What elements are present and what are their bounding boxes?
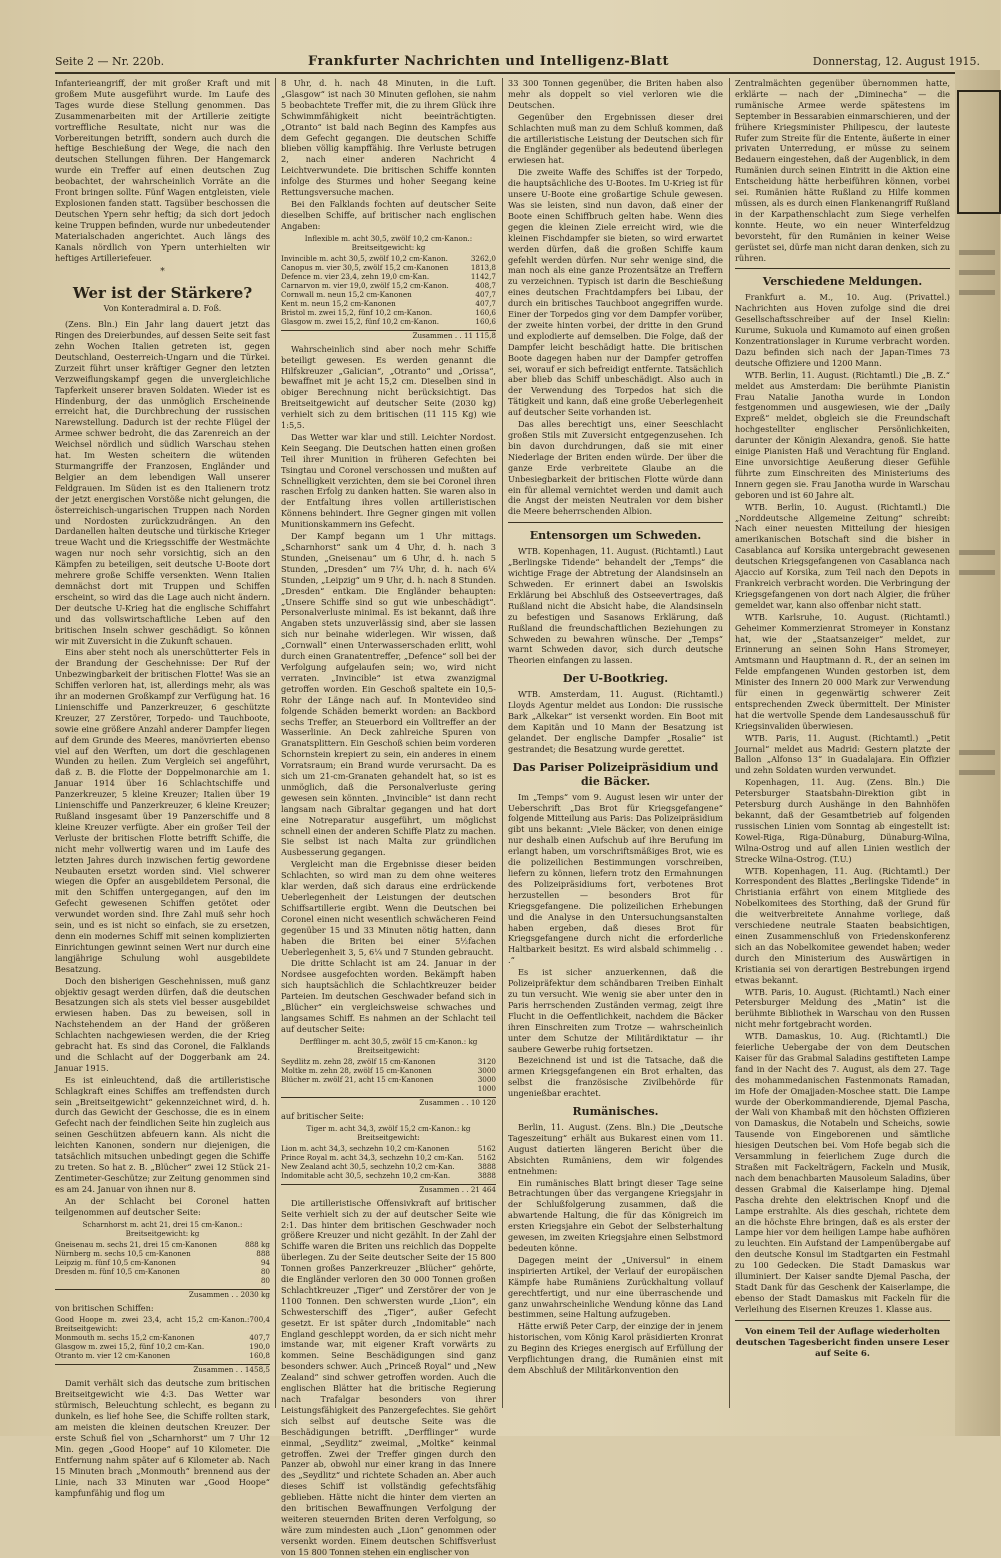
paragraph: Im „Temps“ vom 9. August lesen wir unter der Ueberschrift „Das Brot für Kriegsgefangene“ folgende Mitteilung aus Paris: Das Polizeipräsidium gibt uns bekannt: „Viele Bäcker, von denen einige nur deshalb einen Aufschub auf ihre Berufung im erlangt haben, um vorschriftsmäßiges Brot, wie es die polizeilichen Bestimmungen vorschreiben, liefern zu können, liefern trotz den Ermahnungen des Polizeipräsidiums fort, verbotenes Brot herzustellen — besonders Brot für Kriegsgefangene. Die polizeilichen Erhebungen und die Analyse in den Untersuchungsanstalten haben ergeben, daß dieses Brot für Kriegsgefangene durch nicht die erforderliche Haltbarkeit besitzt. Es wird alsbald schimmelig . . .“ <box>508 791 723 966</box>
ship-cell: Blücher m. zwölf 21, acht 15 cm-Kanonen <box>281 1074 434 1084</box>
section-divider <box>735 268 950 269</box>
column-3 <box>508 78 723 1408</box>
ship-cell: Prince Royal m. acht 34,3, sechzehn 10,2 cm-Kan. <box>281 1152 464 1162</box>
table-row <box>55 1258 270 1267</box>
paragraph: (Zens. Bln.) Ein Jahr lang dauert jetzt das Ringen des Dreierbundes, auf dessen Seite seit fast zehn Wochen Italien getreten ist, gegen Deutschland, Oesterreich-Ungarn und die Türkei. Zurzeit führt unser kräftiger Gegner den letzten Verzweiflungskampf gegen die unvergleichliche Tapferkeit unserer braven Soldaten. Wieder ist es Hindenburg, der das unmöglich Erscheinende erreicht hat, die Durchbrechung der russischen Narewstellung. Dadurch ist der rechte Flügel der Armee schwer bedroht, die das Zarenreich an der Weichsel nördlich und südlich Warschau stehen hat. Im Westen scheitern die wütenden Sturmangriffe der Franzosen, Engländer und Belgier an dem lebendigen Wall unserer Feldgrauen. Im Süden ist es den Italienern trotz der jetzt energischen Vorstöße nicht gelungen, die österreichisch-ungarischen Truppen nach Norden und Nordosten zurückzudrängen. An den Dardanellen halten deutsche und türkische Krieger treue Wacht und die Kriegsschiffe der Westmächte wagen nur noch sehr vorsichtig, sich an den Kämpfen zu beteiligen, seit deutsche U-Boote dort mehrere große Schiffe versenkten. Wenn Italien demnächst dort mit Truppen und Schiffen erscheint, so wird das die Lage auch nicht ändern. Der deutsche U-Krieg hat die englische Schiffahrt und das vollswirtschaftliche Leben auf den britischen Inseln schwer geschädigt. So können wir mit Zuversicht in die Zukunft schauen. <box>55 319 270 646</box>
adjacent-page-text-line <box>959 550 995 555</box>
weight-cell: 3120 <box>477 1056 496 1066</box>
weight-cell: 160,8 <box>249 1351 270 1361</box>
table-row <box>281 272 496 281</box>
paragraph: Doch den bisherigen Geschehnissen, muß ganz objektiv gesagt werden dürfen, daß die deutschen Besatzungen sich als stets viel besser ausgebildet erwiesen haben. Das zu beweisen, soll in Nachstehendem an der Hand der größeren Schlachten nachgewiesen werden, die der Krieg gebracht hat. Es sind das Coronel, die Falklands und die Schlacht auf der Doggerbank am 24. Januar 1915. <box>55 975 270 1073</box>
section-divider <box>508 522 723 523</box>
paragraph: Vergleicht man die Ergebnisse dieser beiden Schlachten, so wird man zu dem ohne weiteres klar werden, daß sich daraus eine erdrückende Ueberlegenheit der Leistungen der deutschen Schiffsartillerie ergibt. Wenn die Deutschen bei Coronel einen nicht wesentlich schwächeren Feind gegenüber 15 und 33 Minuten nötig hatten, dann haben die Briten bei einer 5½fachen Ueberlegenheit 3, 5, 6¼ und 7 Stunden gebraucht. <box>281 859 496 957</box>
ship-cell: Indomitable acht 30,5, sechzehn 10,2 cm-Kan. <box>281 1170 451 1180</box>
paragraph: Der Kampf begann um 1 Uhr mittags. „Scharnhorst“ sank um 4 Uhr, d. h. nach 3 Stunden, „Gneisenau“ um 6 Uhr, d. h. nach 5 Stunden, „Dresden“ um 7¼ Uhr, d. h. nach 6¼ Stunden, „Leipzig“ um 9 Uhr, d. h. nach 8 Stunden. „Dresden“ entkam. Die Engländer behaupten: „Unsere Schiffe sind so gut wie unbeschädigt“. Personalverluste minimal. Es ist bekannt, daß ihre Angaben stets unzuverlässig sind, aber sie lassen sich nur beinahe widerlegen. Wir wissen, daß „Cornwall“ einen Unterwasserschaden erlitt, wohl durch einen Granatentreffer, „Defence“ soll bei der Verfolgung aufgelaufen sein; wo, wird nicht verraten. „Invincible“ ist etwa zwanzigmal getroffen worden. Ein Geschoß spaltete ein 10,5-Rohr der Länge nach auf. In Montevideo sind folgende Schäden bemerkt worden: an Backbord sechs Treffer, an Steuerbord ein Volltreffer an der Wasserlinie. An Deck zahlreiche Spuren von Granatsplittern. Ein Geschoß schien beim vorderen Schornstein krepiert zu sein, ein anderes in einem Vorratsraum; ein Brand wurde verursacht. Da es sich um 21-cm-Granaten gehandelt hat, so ist es unmöglich, daß die Personalverluste gering gewesen sein könnten. „Invincible“ ist dann recht langsam nach Gibraltar gegangen und hat dort eine Notreparatur ausgeführt, um möglichst schnell einen der anderen Schiffe Platz zu machen. Sie selbst ist nach Malta zur gründlichen Ausbesserung gegangen. <box>281 531 496 858</box>
ship-cell: Nürnberg m. sechs 10,5 cm-Kanonen <box>55 1248 191 1258</box>
weight-cell: 3888 <box>477 1170 496 1180</box>
weight-cell: 3000 <box>477 1074 496 1084</box>
ship-cell: Bristol m. zwei 15,2, fünf 10,2 cm-Kanon. <box>281 307 433 317</box>
weight-cell: 160,6 <box>475 307 496 317</box>
paragraph: Hätte erwiß Peter Carp, der einzige der in jenem historischen, vom König Karol präsidierten Kronrat zu Beginn des Krieges energisch auf Erfüllung der Verpflichtungen drang, die Rumänien einst mit dem Abschluß der Militärkonvention den <box>508 1321 723 1375</box>
table-total: Zusammen . . 11 115,8 <box>281 330 496 340</box>
table-total: Zusammen . . 21 464 <box>281 1184 496 1194</box>
paragraph: Die zweite Waffe des Schiffes ist der Torpedo, die hauptsächliche des U-Bootes. Im U-Krieg ist für unsere U-Boote eine großartige Schule gewesen. Was sie leisten, sind nun davon, daß einer der Boote einen Schiffbruch gelten habe. Wenn dies gegen die kleinen Ziele erreicht wird, wie die kleinen Fischdampfer sie bieten, so wird erwartet werden dürfen, daß die großen Schiffe kaum gefehlt werden dürfen. Nur sehr wenige sind, die man noch als eine ganze Prozentsätze an Treffern zu verzeichnen. Typisch ist darin die Beschießung eines deutschen Frachtdampfers bei Libau, der durch ein britisches Tauchboot angegriffen wurde. Einer der Torpedos ging vor dem Dampfer vorüber, der zweite hinten vorbei, der dritte in den Grund und explodierte auf demselben. Die Folge, daß der Dampfer leicht beschädigt hatte. Die britischen Boote dagegen haben nur der Dampfer getroffen sei, worauf er sich befreidigt entfernte. Tatsächlich aber blieb das Schiff unbeschädigt. Also auch in der Verwendung des Torpedos hat sich die Tätigkeit und kann, daß eine große Ueberlegenheit auf deutscher Seite vorhanden ist. <box>508 167 723 418</box>
ship-cell <box>55 1276 241 1285</box>
byline: Von Konteradmiral a. D. Foß. <box>103 304 222 314</box>
ship-cell: Gneisenau m. sechs 21, drei 15 cm-Kanonen <box>55 1239 218 1249</box>
table-row <box>281 308 496 317</box>
paragraph: Die artilleristische Offensivkraft auf britischer Seite verhielt sich zu der auf deutscher Seite wie 2:1. Das hinter dem britischen Geschwader noch größere Kreuzer und nicht gezählt. In der Zahl der Schiffe waren die Briten uns reichlich das Doppelte überlegen. Zu der Seite deutscher Seite der 15 800 Tonnen großes Panzerkreuzer „Blücher“ gehörte, die Engländer verloren den 30 000 Tonnen großen Schlachtkreuzer „Tiger“ und Zerstörer der von je 1100 Tonnen. Den schwersten wurde „Lion“, ein Schwesterschiff des „Tiger“, außer Gefecht gesetzt. Er ist später durch „Indomitable“ nach England geschleppt worden, da er sich nicht mehr imstande war, mit eigener Kraft vorwärts zu kommen. Seine Beschädigungen sind ganz besonders schwer. Auch „Princeß Royal“ und „New Zealand“ sind schwer getroffen worden. Auch die englischen Blätter hat die britische Regierung nach Trafalgar besonders von ihrer Leistungsfähigkeit des Panzergefechtes. Sie gehört sich selbst auf deutsche Seite was die Beschädigungen betrifft. „Derfflinger“ wurde einmal, „Seydlitz“ zweimal, „Moltke“ keinmal getroffen. Zwei der Treffer gingen durch den Panzer ab, obwohl nur einer krang in das Innere des „Seydlitz“ und richtete Schaden an. Aber auch dieses Schiff ist vollständig gefechtsfähig geblieben. Hätte nicht die hinter dem vierten an den britischen Bewaffnungen Verfolgung der weiteren steuernden Briten deren Verfolgung, so wäre zum mindesten auch „Lion“ genommen oder versenkt worden. Einem deutschen Schiffsverlust von 15 800 Tonnen stehen ein englischer von <box>281 1197 496 1557</box>
news-item: WTB. Paris, 10. August. (Richtamtl.) Nach einer Petersburger Meldung des „Matin“ ist die berühmte Bibliothek in Warschau von den Russen nicht mehr fortgebracht worden. <box>735 986 950 1030</box>
table-row <box>55 1276 270 1285</box>
ship-cell: Cornwall m. neun 15,2 cm-Kanonen <box>281 289 412 299</box>
ship-cell: Seydlitz m. zehn 28, zwölf 15 cm-Kanonen <box>281 1056 436 1066</box>
news-item: WTB. Karlsruhe, 10. August. (Richtamtl.) Geheimer Kommerzienrat Stromeyer in Konstanz hat, wie der „Staatsanzeiger“ meldet, zur Erinnerung an seinen Sohn Hans Stromeyer, Amtsmann und Hauptmann d. R., der an seinen im Felde empfangenen Wunden gestorben ist, dem Minister des Innern 20 000 Mark zur Verwendung für einen in gegenwärtig schwerer Zeit entsprechenden Zweck übermittelt. Der Minister hat die wertvolle Spende dem Landesausschuß für Kriegsinvaliden überwiesen. <box>735 611 950 731</box>
ship-cell <box>281 1084 473 1093</box>
weight-cell: 407,7 <box>249 1333 270 1343</box>
paragraph: Zentralmächten gegenüber übernommen hatte, erklärte — nach der „Diminecha“ — die rumänische Armee werde spätestens im September in Bessarabien einmarschieren, und der frühere Kriegsminister Philipescu, der lauteste Rufer zum Streite für die Entente, äußerte in einer privaten Unterredung, er müsse zu seinem Bedauern eingestehen, daß der Augenblick, in dem Rumänien durch seinen Eintritt in die Aktion eine Entscheidung hätte herbeiführen können, vorbei sei. Rumänien hätte Rußland zu Hilfe kommen müssen, als es durch einen Flankenangriff Rußland in der Karpathenschlacht zum Siege verhelfen konnte. Heute, wo ein neuer Winterfeldzug bevorsteht, für den Rumänien in keiner Weise gerüstet sei, dürfe man nicht daran denken, sich zu rühren. <box>735 78 950 263</box>
table-row <box>55 1315 270 1333</box>
ship-cell: Defence m. vier 23,4, zehn 19,0 cm-Kan. <box>281 271 430 281</box>
ship-cell: Leipzig m. fünf 10,5 cm-Kanonen <box>55 1257 176 1267</box>
header-page-number: Seite 2 — Nr. 220b. <box>55 54 165 68</box>
weight-cell: 94 <box>260 1257 270 1267</box>
paragraph: An der Schlacht bei Coronel hatten teilgenommen auf deutscher Seite: <box>55 1195 270 1217</box>
ship-table <box>281 1057 496 1093</box>
weight-cell: 190,0 <box>249 1342 270 1352</box>
ship-cell: Invincible m. acht 30,5, zwölf 10,2 cm-Kanon. <box>281 253 448 263</box>
paragraph: Wahrscheinlich sind aber noch mehr Schiffe beteiligt gewesen. Es werden genannt die Hilfskreuzer „Galician“, „Otranto“ und „Orissa“, bewaffnet mit je acht 15,2 cm. Dieselben sind in obiger Berechnung nicht berücksichtigt. Das Breitseitgewicht auf deutscher Seite (2030 kg) verhielt sich zu dem britischen (11 115 Kg) wie 1:5,5. <box>281 343 496 431</box>
table-row <box>281 1066 496 1075</box>
table-row <box>281 1162 496 1171</box>
reader-note: Von einem Teil der Auflage wiederholten deutschen Tagesbericht finden unsere Leser auf Seite 6. <box>735 1326 950 1359</box>
news-item: WTB. Paris, 11. August. (Richtamtl.) „Petit Journal“ meldet aus Madrid: Gestern platzte der Ballon „Alfonso 13“ in Guadalajara. Ein Offizier und zehn Soldaten wurden verwundet. <box>735 732 950 776</box>
ship-cell: New Zealand acht 30,5, sechzehn 10,2 cm-Kan. <box>281 1161 455 1171</box>
article-continuation: Infanterieangriff, der mit großer Kraft und mit großem Mute ausgeführt wurde. Im Laufe des Tages wurde diese Stellung genommen. Das Zusammenarbeiten mit der Artillerie zeitigte vortreffliche Resultate, nicht nur was die Vorbereitungen betrifft, sondern auch durch die heftige Beschießung der Wege, die nach den deutschen Stellungen führen. Der Hangemarck wurde ein Treffer auf einen deutschen Zug beobachtet, der wahrscheinlich Vorräte an die Front bringen sollte. Fünf Wagen entgleisten, viele Explosionen fanden statt. Tagsüber beschossen die Deutschen Ypern sehr heftig; da sich dort jedoch keine Truppen befinden, wurde nur unbedeutender Materialschaden angerichtet. Auch längs des Kanals nördlich von Ypern unterhielten wir heftiges Artilleriefeuer. <box>55 78 270 263</box>
table-row <box>281 317 496 326</box>
paragraph: Es ist sicher anzuerkennen, daß die Polizeipräfektur dem schändbaren Treiben Einhalt zu tun versucht. Wie wenig sie aber unter den in Paris herrschenden Zuständen vermag, zeigt ihre Flucht in die Oeffentlichkeit, nachdem die Bäcker ihren Einschreiten zum Trotze — wahrscheinlich unter dem Schutze der Militärdiktatur — ihr saubere Gewerbe ruhig fortsetzen. <box>508 967 723 1054</box>
ship-cell: Moltke m. zehn 28, zwölf 15 cm-Kanonen <box>281 1065 432 1075</box>
ship-table <box>281 1144 496 1180</box>
table-row <box>55 1240 270 1249</box>
table-total: Zusammen . . 10 120 <box>281 1097 496 1107</box>
table-row <box>55 1267 270 1276</box>
weight-cell: 3000 <box>477 1065 496 1075</box>
paragraph: Es ist einleuchtend, daß die artilleristische Schlagkraft eines Schiffes am treffendsten durch sein „Breitseitgewicht“ gekennzeichnet wird, d. h. durch das Gewicht der Geschosse, die es in einem Gefecht nach der feindlichen Seite hin zugleich aus seinen Geschützen abfeuern kann. Als nicht die leichten Kanonen, sondern nur diejenigen, die tatsächlich mitsuchen unbedingt gegen die Schiffe zu treten. So hat z. B. „Blücher“ zwei 12 Stück 21-Zentimeter-Geschütze; zur Zeitung genommen sind es am 24. Januar von ihnen nur 8. <box>55 1074 270 1194</box>
section-headline: Der U-Bootkrieg. <box>562 672 669 686</box>
news-item: Kopenhagen, 11. Aug. (Zens. Bln.) Die Petersburger Staatsbahn-Direktion gibt in Petersburg durch Aushänge in den Bahnhöfen bekannt, daß der Gesamtbetrieb auf folgenden russischen Linien vom Sonntag ab eingestellt ist: Kowel-Riga, Riga-Dünaburg, Dünaburg-Wilna, Wilna-Ostrog und auf allen Linien westlich der Strecke Wilna-Ostrog. (T.U.) <box>735 777 950 864</box>
paragraph: Dagegen meint der „Universul“ in einem inspirierten Artikel, der Verlauf der europäischen Kämpfe habe Rumäniens Zurückhaltung vollauf gerechtfertigt, und nur eine überraschende und ganz unwahrscheinliche Wendung könne das Land bestimmen, seine Haltung aufzugeben. <box>508 1254 723 1320</box>
ship-table <box>55 1315 270 1360</box>
news-item: WTB. Kopenhagen, 11. Aug. (Richtamtl.) Der Korrespondent des Blattes „Berlingske Tidende“ in Christiania erfährt von einem Mitgliede des Nobelkomitees des Storthing, daß der Grund für die weitverbreitete Annahme vorliege, daß verschiedene neutrale Staaten beabsichtigen, einen Zusammenschluß von Friedenskonferenz sich an das Nobelkomitee gewendet haben; weder durch den Ministerium des Auswärtigen in Kristiania sei von derartigen Bestrebungen irgend etwas bekannt. <box>735 865 950 985</box>
paragraph: 33 300 Tonnen gegenüber, die Briten haben also mehr als doppelt so viel verloren wie die Deutschen. <box>508 78 723 110</box>
table-row <box>281 1144 496 1153</box>
table-row <box>281 1057 496 1066</box>
column-2 <box>281 78 496 1557</box>
column-rule <box>502 78 503 1408</box>
article-headline: Wer ist der Stärkere? <box>72 284 253 303</box>
column-rule <box>275 78 276 1408</box>
adjacent-page-text-line <box>959 570 995 575</box>
ornament: * <box>160 267 165 278</box>
adjacent-page-text-line <box>959 750 995 755</box>
column-4 <box>735 78 950 1408</box>
table-heading: Scharnhorst m. acht 21, drei 15 cm-Kanon.: Breitseitgewicht: kg <box>82 1219 243 1238</box>
paragraph: Eins aber steht noch als unerschütterter Fels in der Brandung der Geschehnisse: Der Ruf der Unbezwingbarkeit der britischen Flotte! Was sie an Schiffen verloren hat, ist, allerdings mehr, als was ihr an modernen Großkampf zur Verfügung hat. 16 Linienschiffe und Panzerkreuzer, 6 geschützte Kreuzer, 27 Zerstörer, Torpedo- und Tauchboote, sowie eine größere Anzahl anderer Dampfer liegen auf dem Grunde des Meeres, manövrierten ebenso viel auf den Werften, um dort die geschlagenen Wunden zu heilen. Zum Vergleich sei angeführt, daß z. B. die Flotte der Doppelmonarchie am 1. Januar 1914 über 16 Schlachtschiffe und Panzerkreuzer, 5 kleine Kreuzer; Italien über 19 Linienschiffe und Panzerkreuzer, 6 kleine Kreuzer; Rußland insgesamt über 19 Panzerschiffe und 8 kleine Kreuzer verfügte. Aber ein großer Teil der Verluste der britischen Flotte betrifft Schiffe, die nicht mehr vollwertig waren und im Laufe des letzten Jahres durch inzwischen fertig gewordene Neubauten ersetzt worden sind. Viel schwerer wiegen die Opfer an ausgebildetem Personal, die mit den Schiffen untergegangen, auf den im Gefecht gewesenen Schiffen getötet oder verwundet worden sind. Ihre Zahl muß sehr hoch sein, und es ist nicht so einfach, sie zu ersetzen, denn ein modernes Schiff mit seinen komplizierten Einrichtungen gewinnt seinen Wert nur durch eine langjährige Schulung wohl ausgebildete Besatzung. <box>55 647 270 974</box>
news-item: WTB. Amsterdam, 11. August. (Richtamtl.) Lloyds Agentur meldet aus London: Die russische Bark „Alkekar“ ist versenkt worden. Ein Boot mit dem Kapitän und 10 Mann der Besatzung ist gelandet. Der englische Dampfer „Rosalie“ ist gestrandet; die Besatzung wurde gerettet. <box>508 689 723 754</box>
table-row <box>55 1351 270 1360</box>
paragraph: auf britischer Seite: <box>281 1110 364 1121</box>
table-row <box>55 1342 270 1351</box>
paragraph: Bezeichnend ist und ist die Tatsache, daß die armen Kriegsgefangenen ein Brot erhalten, das selbst die französische Zivilbehörde für ungenießbar erachtet. <box>508 1055 723 1099</box>
paragraph: Damit verhält sich das deutsche zum britischen Breitseitgewicht wie 4:3. Das Wetter war stürmisch, Beleuchtung schlecht, es begann zu dunkeln, es lief hohe See, die Schiffe rollten stark, am meisten die kleinen deutschen Kreuzer. Der erste Schuß fiel von „Scharnhorst“ um 7 Uhr 12 Min. gegen „Good Hoope“ auf 10 Kilometer. Die Entfernung nahm später auf 6 Kilometer ab. Nach 15 Minuten brach „Monmouth“ brennend aus der Linie, nach 33 Minuten war „Good Hoope“ kampfunfähig und flog um <box>55 1378 270 1498</box>
table-row <box>281 1075 496 1084</box>
table-heading: Derfflinger m. acht 30,5, zwölf 15 cm-Kanon.: kg Breitseitgewicht: <box>299 1036 478 1055</box>
table-row <box>281 281 496 290</box>
section-headline: Verschiedene Meldungen. <box>762 275 923 289</box>
news-item: WTB. Berlin, 10. August. (Richtamtl.) Die „Norddeutsche Allgemeine Zeitung“ schreibt: Nach einer neuesten Mitteilung der hiesigen amerikanischen Botschaft sind die bisher in Casablanca auf Korsika untergebracht gewesenen deutschen Kriegsgefangenen von Casablanca nach Ajaccio auf Korsika, zum Teil nach den Depots in Frankreich verbracht worden. Die Verbringung der Kriegsgefangenen von dort nach Algier, die früher gemeldet war, kann also offenbar nicht statt. <box>735 501 950 610</box>
ship-cell: Good Hoope m. zwei 23,4, acht 15,2 cm-Kanon.: Breitseitgewicht: <box>55 1315 250 1334</box>
paragraph: Die dritte Schlacht ist am 24. Januar in der Nordsee ausgefochten worden. Bekämpft haben sich hauptsächlich die Schlachtkreuzer beider Parteien. Im deutschen Geschwader befand sich in „Blücher“ ein vergleichsweise schwaches und langsames Schiff. Es nahmen an der Schlacht teil auf deutscher Seite: <box>281 958 496 1034</box>
weight-cell: 407,7 <box>475 289 496 299</box>
table-row <box>281 254 496 263</box>
table-heading: Tiger m. acht 34,3, zwölf 15,2 cm-Kanon.: kg Breitseitgewicht: <box>306 1123 471 1142</box>
column-rule <box>729 78 730 1408</box>
adjacent-page-text-line <box>959 770 995 775</box>
table-row <box>281 1084 496 1093</box>
table-heading: Inflexible m. acht 30,5, zwölf 10,2 cm-Kanon.: Breitseitgewicht: kg <box>304 233 473 252</box>
section-headline: Das Pariser Polizeipräsidium und die Bäcker. <box>512 760 719 788</box>
table-row <box>55 1249 270 1258</box>
weight-cell: 700,4 <box>249 1315 270 1325</box>
weight-cell: 5162 <box>477 1143 496 1153</box>
weight-cell: 80 <box>260 1266 270 1276</box>
weight-cell: 1142,7 <box>470 271 496 281</box>
paragraph: 8 Uhr, d. h. nach 48 Minuten, in die Luft. „Glasgow“ ist nach 30 Minuten geflohen, sie nahm 5 beobachtete Treffer mit, die zu ihrem Glück ihre Schwimmfähigkeit nicht beeinträchtigten. „Otranto“ ist bald nach Beginn des Kampfes aus dem Gefecht gegangen. Die deutschen Schiffe blieben völlig kampffähig. Ihre Verluste betrugen 2, nach einer anderen Nachricht 4 Leichtverwundete. Die britischen Schiffe konnten infolge des Sturmes und hoher Seegang keine Rettungsversuche machen. <box>281 78 496 198</box>
page-header <box>55 50 980 74</box>
ship-cell: Dresden m. fünf 10,5 cm-Kanonen <box>55 1266 180 1276</box>
column-1 <box>55 78 270 1498</box>
ship-table <box>55 1240 270 1285</box>
paragraph: Das Wetter war klar und still. Leichter Nordost. Kein Seegang. Die Deutschen hatten einen großen Teil ihrer Munition in früheren Gefechten bei Tsingtau und Coronel verschossen und mußten auf Schnelligkeit verzichten, dem sie bei Coronel ihren raschen Erfolg zu danken hatten. Sie waren also in der Entfaltung ihres vollen artilleristischen Könnens behindert. Ihre Gegner gingen mit vollen Munitionskammern ins Gefecht. <box>281 431 496 530</box>
table-row <box>281 1153 496 1162</box>
adjacent-page-text-line <box>959 290 995 295</box>
news-item: WTB. Berlin, 11. August. (Richtamtl.) Die „B. Z.“ meldet aus Amsterdam: Die berühmte Pianistin Frau Natalie Janotha wurde in London festgenommen und ausgewiesen, wie der „Daily Expreß“ meldet, obgleich sie die Freundschaft hochgestellter englischer Persönlichkeiten, darunter der Königin Alexandra, genoß. Sie hatte einige Pianisten Haß und Verachtung für England. Eine unvorsichtige Aeußerung dieser Gefühle führte zum Einschreiten des Ministeriums des Innern gegen sie. Frau Janotha wurde in Warschau geboren und ist 60 Jahre alt. <box>735 369 950 500</box>
ship-cell: Glasgow m. zwei 15,2, fünf 10,2 cm-Kanon. <box>281 316 440 326</box>
ship-cell: Kent m. neun 15,2 cm-Kanonen <box>281 298 396 308</box>
table-row <box>281 263 496 272</box>
weight-cell: 407,7 <box>475 298 496 308</box>
news-item: Frankfurt a. M., 10. Aug. (Privattel.) Nachrichten aus Hoven zufolge sind die drei Gesellschaftsschreiber auf der Insel Kielin: Kurume, Sukuola und Kumamoto auf einen großen Konzentrationslager in Kurume verbracht worden. Dazu befinden sich nach der Japan-Times 73 deutsche Offiziere und 1200 Mann. <box>735 292 950 368</box>
weight-cell: 3262,0 <box>470 253 496 263</box>
masthead-title: Frankfurter Nachrichten und Intelligenz-Blatt <box>308 53 669 69</box>
weight-cell: 1000 <box>477 1083 496 1093</box>
adjacent-page-edge <box>955 70 1000 1436</box>
table-total: Zusammen . . 2030 kg <box>55 1289 270 1299</box>
table-row <box>281 290 496 299</box>
adjacent-page-text-line <box>959 250 995 255</box>
table-row <box>55 1333 270 1342</box>
ship-cell: Carnarvon m. vier 19,0, zwölf 15,2 cm-Kanon. <box>281 280 449 290</box>
ship-cell: Canopus m. vier 30,5, zwölf 15,2 cm-Kanonen <box>281 262 449 272</box>
ship-table <box>281 254 496 326</box>
weight-cell: 408,7 <box>475 280 496 290</box>
table-row <box>281 1171 496 1180</box>
section-headline: Rumänisches. <box>572 1105 659 1119</box>
adjacent-page-box <box>957 90 1001 214</box>
news-item: WTB. Kopenhagen, 11. August. (Richtamtl.) Laut „Berlingske Tidende“ behandelt der „Temps“ die wichtige Frage der Abtretung der Alandsinseln an Schweden. Er erinnert dabei an Iswolskis Erklärung bei Abschluß des Ostseevertrages, daß Rußland nicht die Absicht habe, die Alandsinseln zu befestigen und Sasanows Erklärung, daß Rußland die freundschaftlichen Beziehungen zu Schweden zu bewahren wünsche. Der „Temps“ warnt Schweden davor, sich durch deutsche Theorien einfangen zu lassen. <box>508 546 723 666</box>
ship-cell: Glasgow m. zwei 15,2, fünf 10,2 cm-Kan. <box>55 1342 205 1352</box>
ship-cell: Monmouth m. sechs 15,2 cm-Kanonen <box>55 1333 195 1343</box>
adjacent-page-text-line <box>959 270 995 275</box>
weight-cell: 5162 <box>477 1152 496 1162</box>
weight-cell: 888 kg <box>245 1239 270 1249</box>
table-row <box>281 299 496 308</box>
news-item: Berlin, 11. August. (Zens. Bln.) Die „Deutsche Tageszeitung“ erhält aus Bukarest einen vom 11. August datierten längeren Bericht über die Absichten Rumäniens, dem wir folgendes entnehmen: <box>508 1122 723 1176</box>
paragraph: Das alles berechtigt uns, einer Seeschlacht großen Stils mit Zuversicht entgegenzusehen. Ich bin davon durchdrungen, daß sie mit einer Niederlage der Briten enden würde. Der über die ganze Erde verbreitete Glaube an die Unbesiegbarkeit der britischen Flotte würde dann ein für allemal vernichtet werden und damit auch die Angst der meisten Neutralen vor dem bisher die Meere beherrschenden Albion. <box>508 419 723 517</box>
weight-cell: 80 <box>260 1275 270 1285</box>
paragraph: Bei den Falklands fochten auf deutscher Seite dieselben Schiffe, auf britischer nach englischen Angaben: <box>281 198 496 231</box>
weight-cell: 3888 <box>477 1161 496 1171</box>
section-divider <box>735 1320 950 1321</box>
weight-cell: 888 <box>256 1248 270 1258</box>
paragraph: Ein rumänisches Blatt bringt dieser Tage seine Betrachtungen über das vergangene Kriegsjahr in der Schlußfolgerung zusammen, daß die abwartende Haltung, die für das Königreich im ersten Kriegsjahre ein Gebot der Selbsterhaltung gewesen, im zweiten Kriegsjahre einen Selbstmord bedeuten könne. <box>508 1177 723 1253</box>
table-total: Zusammen . . 1458,5 <box>55 1364 270 1374</box>
header-date: Donnerstag, 12. August 1915. <box>812 54 980 68</box>
ship-cell: Lion m. acht 34,3, sechzehn 10,2 cm-Kanonen <box>281 1143 450 1153</box>
weight-cell: 160,6 <box>475 316 496 326</box>
paragraph: Gegenüber den Ergebnissen dieser drei Schlachten muß man zu dem Schluß kommen, daß die artilleristische Leistung der Deutschen sich für die Engländer gegenüber als bedeutend überlegen erwiesen hat. <box>508 111 723 166</box>
weight-cell: 1813,8 <box>470 262 496 272</box>
paragraph: von britischen Schiffen: <box>55 1302 154 1313</box>
news-item: WTB. Damaskus, 10. Aug. (Richtamtl.) Die feierliche Uebergabe der von dem Deutschen Kaiser für das Grabmal Saladins gestifteten Lampe fand in der Nacht des 7. August, als dem 27. Tage des mohammedanischen Fastenmonats Ramadan, im Hofe der Omajjaden-Moschee statt. Die Lampe wurde der Oberkommandierende, Djemal Pascha, der Wali von Khambaß mit den höchsten Offizieren von Damaskus, die Notabeln und Scheichs, sowie Tausende von Eingeborenen und sämtliche hiesigen Deutschen bei. Vom Hofe begab sich die Versammlung in feierlichem Zuge durch die Straßen mit Fackelträgern, Fackeln und Musik, nach dem benachbarten Mausoleum Saladins, über dessen Grabmal die Kaiserlampe hing. Djemal Pascha drehte den elektrischen Knopf und die Lampe erstrahlte. Als dies geschah, richtete dem an die höchste Ehre bringen, daß es als erster der Lampe hier vor dem heiligen Lampe habe aufhören zu leuchten. Ein Aufstand der Lampenübergabe auf den deutsche Konsul im Stadtgarten ein Festmahl zu 100 Gedecken. Die Stadt Damaskus war illuminiert. Der Kaiser sandte Djemal Pascha, der Stadt Dank für das Geschenk der Kaiserlampe, die ebenso der Stadt Damaskus mit Fackeln für die Verleihung des Eisernen Kreuzes 1. Klasse aus. <box>735 1031 950 1314</box>
section-headline: Entensorgen um Schweden. <box>529 529 702 543</box>
ship-cell: Otranto m. vier 12 cm-Kanonen <box>55 1351 171 1361</box>
